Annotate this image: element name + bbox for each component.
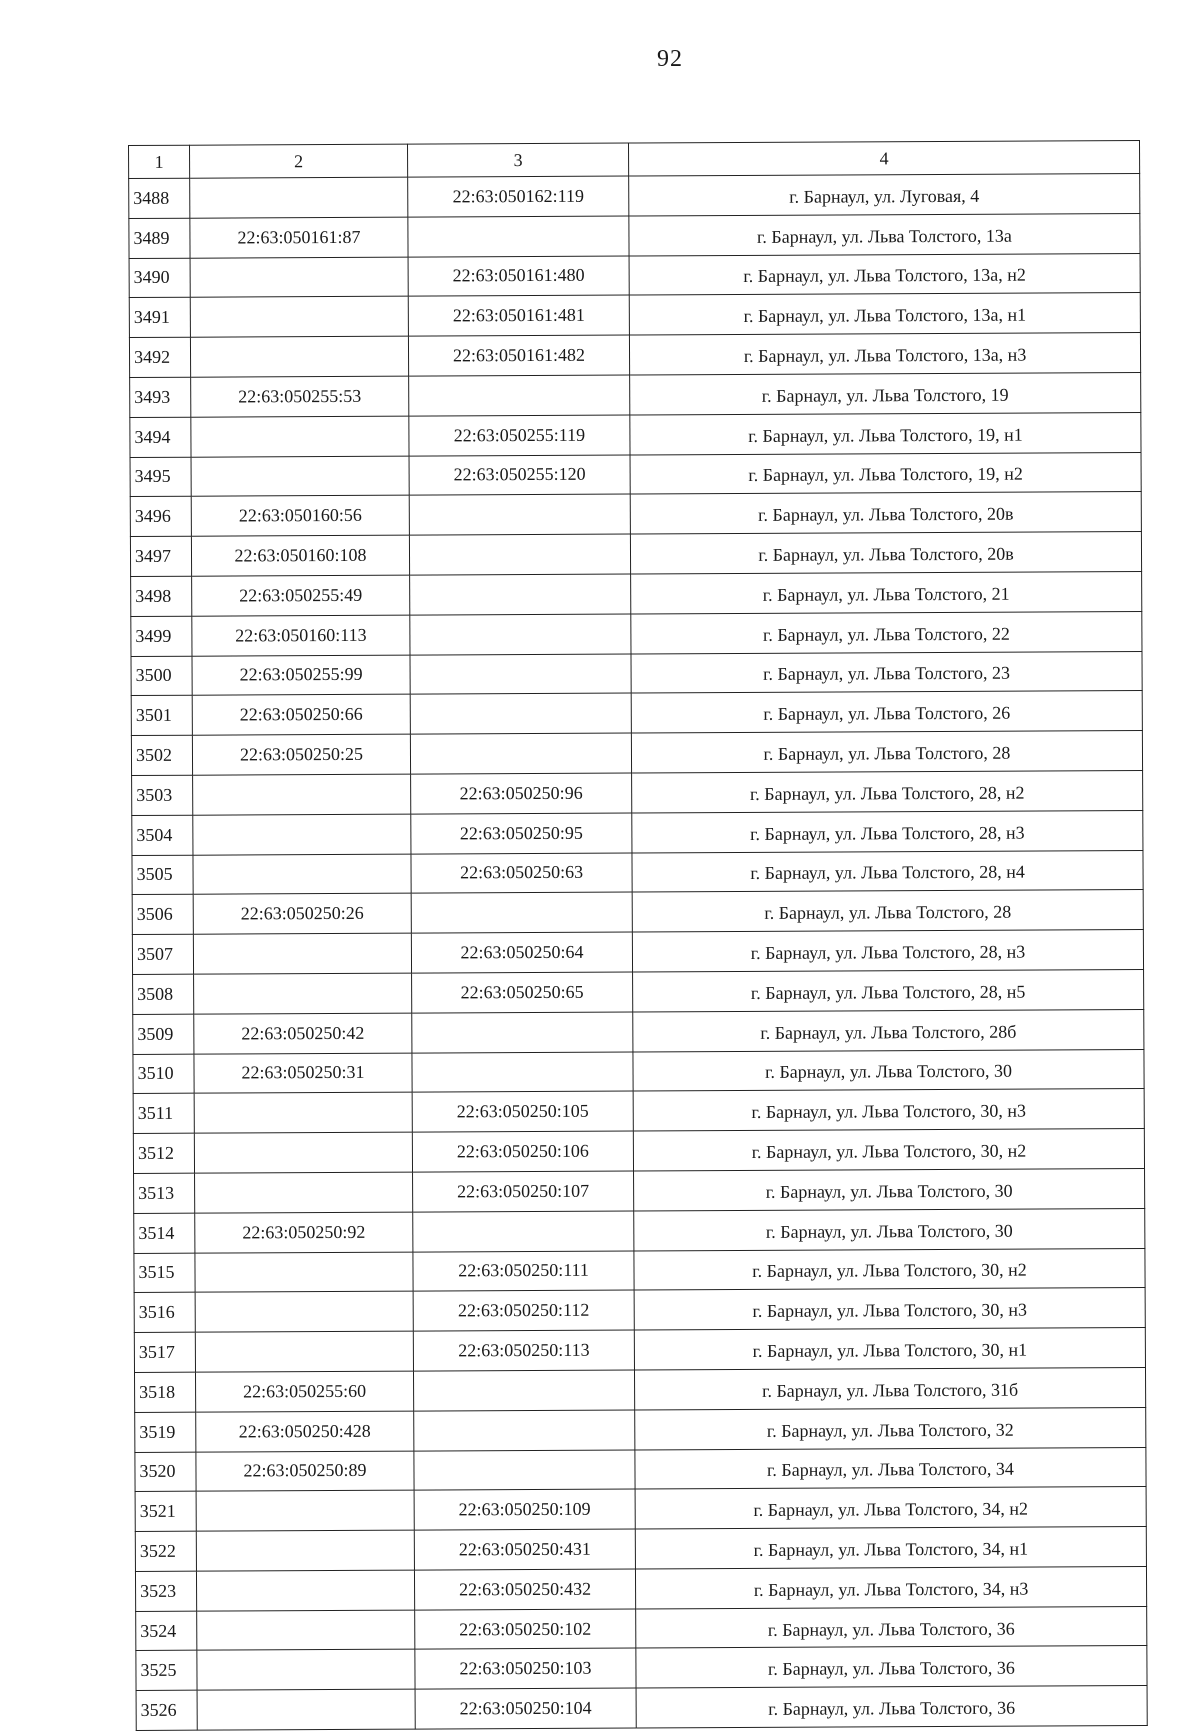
land-parcel-number-cell: 22:63:050250:31 <box>194 1053 412 1094</box>
table-row <box>131 691 1142 736</box>
land-parcel-number-cell <box>197 1689 415 1730</box>
row-number-cell: 3505 <box>132 855 193 895</box>
table-row <box>136 1646 1147 1691</box>
row-number-cell: 3506 <box>132 895 193 935</box>
address-cell: г. Барнаул, ул. Луговая, 4 <box>629 174 1140 216</box>
table-header <box>129 141 1140 179</box>
row-number-cell: 3517 <box>134 1332 195 1372</box>
land-parcel-number-cell: 22:63:050160:113 <box>192 615 410 656</box>
row-number-cell: 3522 <box>135 1531 196 1571</box>
land-parcel-number-cell <box>197 1610 415 1651</box>
row-number-cell: 3502 <box>131 735 192 775</box>
land-parcel-number-cell <box>191 456 409 497</box>
row-number-cell: 3518 <box>134 1372 195 1412</box>
land-parcel-number-cell <box>195 1252 413 1293</box>
address-cell: г. Барнаул, ул. Льва Толстого, 19, н1 <box>630 412 1141 454</box>
table-row <box>131 611 1142 656</box>
address-cell: г. Барнаул, ул. Льва Толстого, 28, н2 <box>632 771 1143 813</box>
table-row <box>129 293 1140 338</box>
land-parcel-number-cell <box>194 1132 412 1173</box>
table-row <box>134 1367 1145 1412</box>
building-number-cell: 22:63:050255:119 <box>409 415 630 456</box>
building-number-cell <box>410 693 631 734</box>
land-parcel-number-cell <box>195 1331 413 1372</box>
row-number-cell: 3507 <box>132 934 193 974</box>
address-cell: г. Барнаул, ул. Льва Толстого, 36 <box>636 1606 1147 1648</box>
table-row <box>135 1566 1146 1611</box>
land-parcel-number-cell <box>196 1570 414 1611</box>
address-cell: г. Барнаул, ул. Льва Толстого, 30, н3 <box>634 1288 1145 1330</box>
table-row <box>130 532 1141 577</box>
land-parcel-number-cell <box>196 1530 414 1571</box>
address-cell: г. Барнаул, ул. Льва Толстого, 13а, н2 <box>629 253 1140 295</box>
address-cell: г. Барнаул, ул. Льва Толстого, 28, н3 <box>632 930 1143 972</box>
land-parcel-number-cell <box>194 1092 412 1133</box>
address-cell: г. Барнаул, ул. Льва Толстого, 34, н2 <box>635 1487 1146 1529</box>
row-number-cell: 3521 <box>135 1491 196 1531</box>
address-cell: г. Барнаул, ул. Льва Толстого, 28 <box>631 731 1142 773</box>
row-number-cell: 3498 <box>131 576 192 616</box>
table-row <box>133 1089 1144 1134</box>
row-number-cell: 3520 <box>135 1452 196 1492</box>
table-row <box>129 174 1140 219</box>
building-number-cell <box>414 1450 635 1491</box>
building-number-cell: 22:63:050250:63 <box>411 853 632 894</box>
land-parcel-number-cell <box>190 336 408 377</box>
building-number-cell: 22:63:050250:111 <box>413 1251 634 1292</box>
building-number-cell <box>408 216 629 257</box>
address-cell: г. Барнаул, ул. Льва Толстого, 30, н3 <box>633 1089 1144 1131</box>
address-cell: г. Барнаул, ул. Льва Толстого, 31б <box>634 1367 1145 1409</box>
row-number-cell: 3501 <box>131 696 192 736</box>
address-cell: г. Барнаул, ул. Льва Толстого, 28б <box>633 1009 1144 1051</box>
address-cell: г. Барнаул, ул. Льва Толстого, 30 <box>634 1208 1145 1250</box>
table-row <box>129 333 1140 378</box>
land-parcel-number-cell <box>195 1291 413 1332</box>
table-row <box>130 452 1141 497</box>
land-parcel-number-cell <box>195 1172 413 1213</box>
land-parcel-number-cell <box>193 854 411 895</box>
address-cell: г. Барнаул, ул. Льва Толстого, 34 <box>635 1447 1146 1489</box>
row-number-cell: 3494 <box>130 417 191 457</box>
table-row <box>130 492 1141 537</box>
building-number-cell <box>410 654 631 695</box>
building-number-cell: 22:63:050255:120 <box>409 455 630 496</box>
table-row <box>133 1009 1144 1054</box>
address-cell: г. Барнаул, ул. Льва Толстого, 30, н2 <box>633 1129 1144 1171</box>
building-number-cell: 22:63:050162:119 <box>408 176 629 217</box>
land-parcel-number-cell: 22:63:050255:49 <box>192 575 410 616</box>
land-parcel-number-cell: 22:63:050255:53 <box>191 376 409 417</box>
table-row <box>134 1208 1145 1253</box>
table-row <box>131 731 1142 776</box>
building-number-cell <box>409 375 630 416</box>
land-parcel-number-cell: 22:63:050161:87 <box>190 217 408 258</box>
building-number-cell: 22:63:050250:112 <box>413 1290 634 1331</box>
building-number-cell: 22:63:050161:481 <box>408 295 629 336</box>
table-row <box>136 1686 1147 1731</box>
building-number-cell <box>413 1211 634 1252</box>
address-cell: г. Барнаул, ул. Льва Толстого, 13а <box>629 213 1140 255</box>
land-parcel-number-cell: 22:63:050255:60 <box>195 1371 413 1412</box>
header-row <box>129 141 1140 179</box>
building-number-cell: 22:63:050250:102 <box>415 1609 636 1650</box>
address-cell: г. Барнаул, ул. Льва Толстого, 28 <box>632 890 1143 932</box>
building-number-cell: 22:63:050161:482 <box>408 335 629 376</box>
land-parcel-number-cell: 22:63:050250:92 <box>195 1212 413 1253</box>
table-row <box>132 771 1143 816</box>
address-cell: г. Барнаул, ул. Льва Толстого, 36 <box>636 1686 1147 1728</box>
table-row <box>136 1606 1147 1651</box>
row-number-cell: 3488 <box>129 178 190 218</box>
address-cell: г. Барнаул, ул. Льва Толстого, 34, н3 <box>635 1566 1146 1608</box>
header-cell-1: 1 <box>129 145 190 178</box>
address-cell: г. Барнаул, ул. Льва Толстого, 32 <box>635 1407 1146 1449</box>
land-parcel-number-cell <box>194 973 412 1014</box>
row-number-cell: 3514 <box>134 1213 195 1253</box>
building-number-cell <box>409 534 630 575</box>
table-row <box>134 1168 1145 1213</box>
land-parcel-number-cell: 22:63:050160:56 <box>191 496 409 537</box>
building-number-cell: 22:63:050250:64 <box>411 932 632 973</box>
table-row <box>129 253 1140 298</box>
row-number-cell: 3512 <box>133 1133 194 1173</box>
address-cell: г. Барнаул, ул. Льва Толстого, 23 <box>631 651 1142 693</box>
building-number-cell: 22:63:050250:109 <box>414 1489 635 1530</box>
table-row <box>130 373 1141 418</box>
building-number-cell <box>410 614 631 655</box>
land-parcel-number-cell <box>197 1650 415 1691</box>
building-number-cell: 22:63:050250:96 <box>411 773 632 814</box>
table-row <box>133 969 1144 1014</box>
address-cell: г. Барнаул, ул. Льва Толстого, 13а, н3 <box>629 333 1140 375</box>
land-parcel-number-cell <box>190 177 408 218</box>
table-row <box>130 412 1141 457</box>
land-parcel-number-cell: 22:63:050160:108 <box>191 535 409 576</box>
building-number-cell: 22:63:050250:107 <box>413 1171 634 1212</box>
address-cell: г. Барнаул, ул. Льва Толстого, 30 <box>634 1168 1145 1210</box>
row-number-cell: 3523 <box>135 1571 196 1611</box>
table-row <box>135 1407 1146 1452</box>
address-cell: г. Барнаул, ул. Льва Толстого, 20в <box>630 492 1141 534</box>
address-cell: г. Барнаул, ул. Льва Толстого, 13а, н1 <box>629 293 1140 335</box>
address-cell: г. Барнаул, ул. Льва Толстого, 28, н3 <box>632 810 1143 852</box>
row-number-cell: 3504 <box>132 815 193 855</box>
building-number-cell: 22:63:050250:95 <box>411 813 632 854</box>
page-number: 92 <box>657 46 683 72</box>
row-number-cell: 3489 <box>129 218 190 258</box>
land-parcel-number-cell: 22:63:050250:25 <box>192 734 410 775</box>
table-row <box>135 1447 1146 1492</box>
table-row <box>134 1288 1145 1333</box>
table-row <box>135 1487 1146 1532</box>
table-row <box>131 572 1142 617</box>
table-row <box>132 930 1143 975</box>
address-cell: г. Барнаул, ул. Льва Толстого, 30, н2 <box>634 1248 1145 1290</box>
land-parcel-number-cell <box>191 416 409 457</box>
building-number-cell: 22:63:050250:106 <box>412 1131 633 1172</box>
row-number-cell: 3495 <box>130 457 191 497</box>
row-number-cell: 3513 <box>134 1173 195 1213</box>
land-parcel-number-cell: 22:63:050250:26 <box>193 893 411 934</box>
building-number-cell <box>411 892 632 933</box>
building-number-cell: 22:63:050250:105 <box>412 1091 633 1132</box>
cadastral-table <box>128 140 1148 1731</box>
building-number-cell: 22:63:050250:103 <box>415 1649 636 1690</box>
row-number-cell: 3526 <box>136 1690 197 1730</box>
address-cell: г. Барнаул, ул. Льва Толстого, 20в <box>630 532 1141 574</box>
row-number-cell: 3497 <box>130 536 191 576</box>
building-number-cell <box>409 494 630 535</box>
row-number-cell: 3500 <box>131 656 192 696</box>
address-cell: г. Барнаул, ул. Льва Толстого, 19 <box>630 373 1141 415</box>
land-parcel-number-cell <box>193 814 411 855</box>
address-cell: г. Барнаул, ул. Льва Толстого, 30, н1 <box>634 1328 1145 1370</box>
land-parcel-number-cell: 22:63:050255:99 <box>192 655 410 696</box>
land-parcel-number-cell: 22:63:050250:428 <box>196 1411 414 1452</box>
land-parcel-number-cell <box>193 774 411 815</box>
land-parcel-number-cell: 22:63:050250:66 <box>192 694 410 735</box>
building-number-cell <box>414 1410 635 1451</box>
land-parcel-number-cell <box>196 1490 414 1531</box>
table-row <box>129 213 1140 258</box>
address-cell: г. Барнаул, ул. Льва Толстого, 22 <box>631 611 1142 653</box>
table-body <box>129 174 1148 1731</box>
building-number-cell: 22:63:050250:113 <box>413 1330 634 1371</box>
header-cell-4: 4 <box>628 141 1139 176</box>
row-number-cell: 3508 <box>133 974 194 1014</box>
address-cell: г. Барнаул, ул. Льва Толстого, 26 <box>631 691 1142 733</box>
row-number-cell: 3511 <box>133 1094 194 1134</box>
table-row <box>135 1527 1146 1572</box>
building-number-cell <box>412 1012 633 1053</box>
building-number-cell <box>412 1052 633 1093</box>
building-number-cell: 22:63:050250:431 <box>414 1529 635 1570</box>
header-cell-2: 2 <box>190 144 408 178</box>
row-number-cell: 3510 <box>133 1054 194 1094</box>
land-parcel-number-cell: 22:63:050250:42 <box>194 1013 412 1054</box>
address-cell: г. Барнаул, ул. Льва Толстого, 36 <box>636 1646 1147 1688</box>
row-number-cell: 3503 <box>132 775 193 815</box>
row-number-cell: 3491 <box>129 298 190 338</box>
row-number-cell: 3519 <box>135 1412 196 1452</box>
building-number-cell: 22:63:050250:65 <box>412 972 633 1013</box>
row-number-cell: 3499 <box>131 616 192 656</box>
building-number-cell: 22:63:050250:104 <box>415 1688 636 1729</box>
table-row <box>134 1248 1145 1293</box>
address-cell: г. Барнаул, ул. Льва Толстого, 34, н1 <box>635 1527 1146 1569</box>
land-parcel-number-cell: 22:63:050250:89 <box>196 1451 414 1492</box>
row-number-cell: 3525 <box>136 1651 197 1691</box>
table-row <box>133 1049 1144 1094</box>
land-parcel-number-cell <box>193 933 411 974</box>
row-number-cell: 3515 <box>134 1253 195 1293</box>
building-number-cell <box>410 733 631 774</box>
land-parcel-number-cell <box>190 297 408 338</box>
row-number-cell: 3509 <box>133 1014 194 1054</box>
row-number-cell: 3516 <box>134 1292 195 1332</box>
row-number-cell: 3490 <box>129 258 190 298</box>
header-cell-3: 3 <box>407 143 628 177</box>
address-cell: г. Барнаул, ул. Льва Толстого, 19, н2 <box>630 452 1141 494</box>
table-row <box>132 890 1143 935</box>
table-row <box>131 651 1142 696</box>
address-cell: г. Барнаул, ул. Льва Толстого, 28, н5 <box>633 969 1144 1011</box>
building-number-cell: 22:63:050250:432 <box>414 1569 635 1610</box>
address-cell: г. Барнаул, ул. Льва Толстого, 30 <box>633 1049 1144 1091</box>
building-number-cell: 22:63:050161:480 <box>408 256 629 297</box>
address-cell: г. Барнаул, ул. Льва Толстого, 21 <box>631 572 1142 614</box>
address-cell: г. Барнаул, ул. Льва Толстого, 28, н4 <box>632 850 1143 892</box>
table-row <box>133 1129 1144 1174</box>
row-number-cell: 3496 <box>130 497 191 537</box>
row-number-cell: 3524 <box>136 1611 197 1651</box>
land-parcel-number-cell <box>190 257 408 298</box>
table-row <box>132 850 1143 895</box>
row-number-cell: 3492 <box>129 337 190 377</box>
building-number-cell <box>410 574 631 615</box>
table-row <box>132 810 1143 855</box>
building-number-cell <box>413 1370 634 1411</box>
table-row <box>134 1328 1145 1373</box>
row-number-cell: 3493 <box>130 377 191 417</box>
